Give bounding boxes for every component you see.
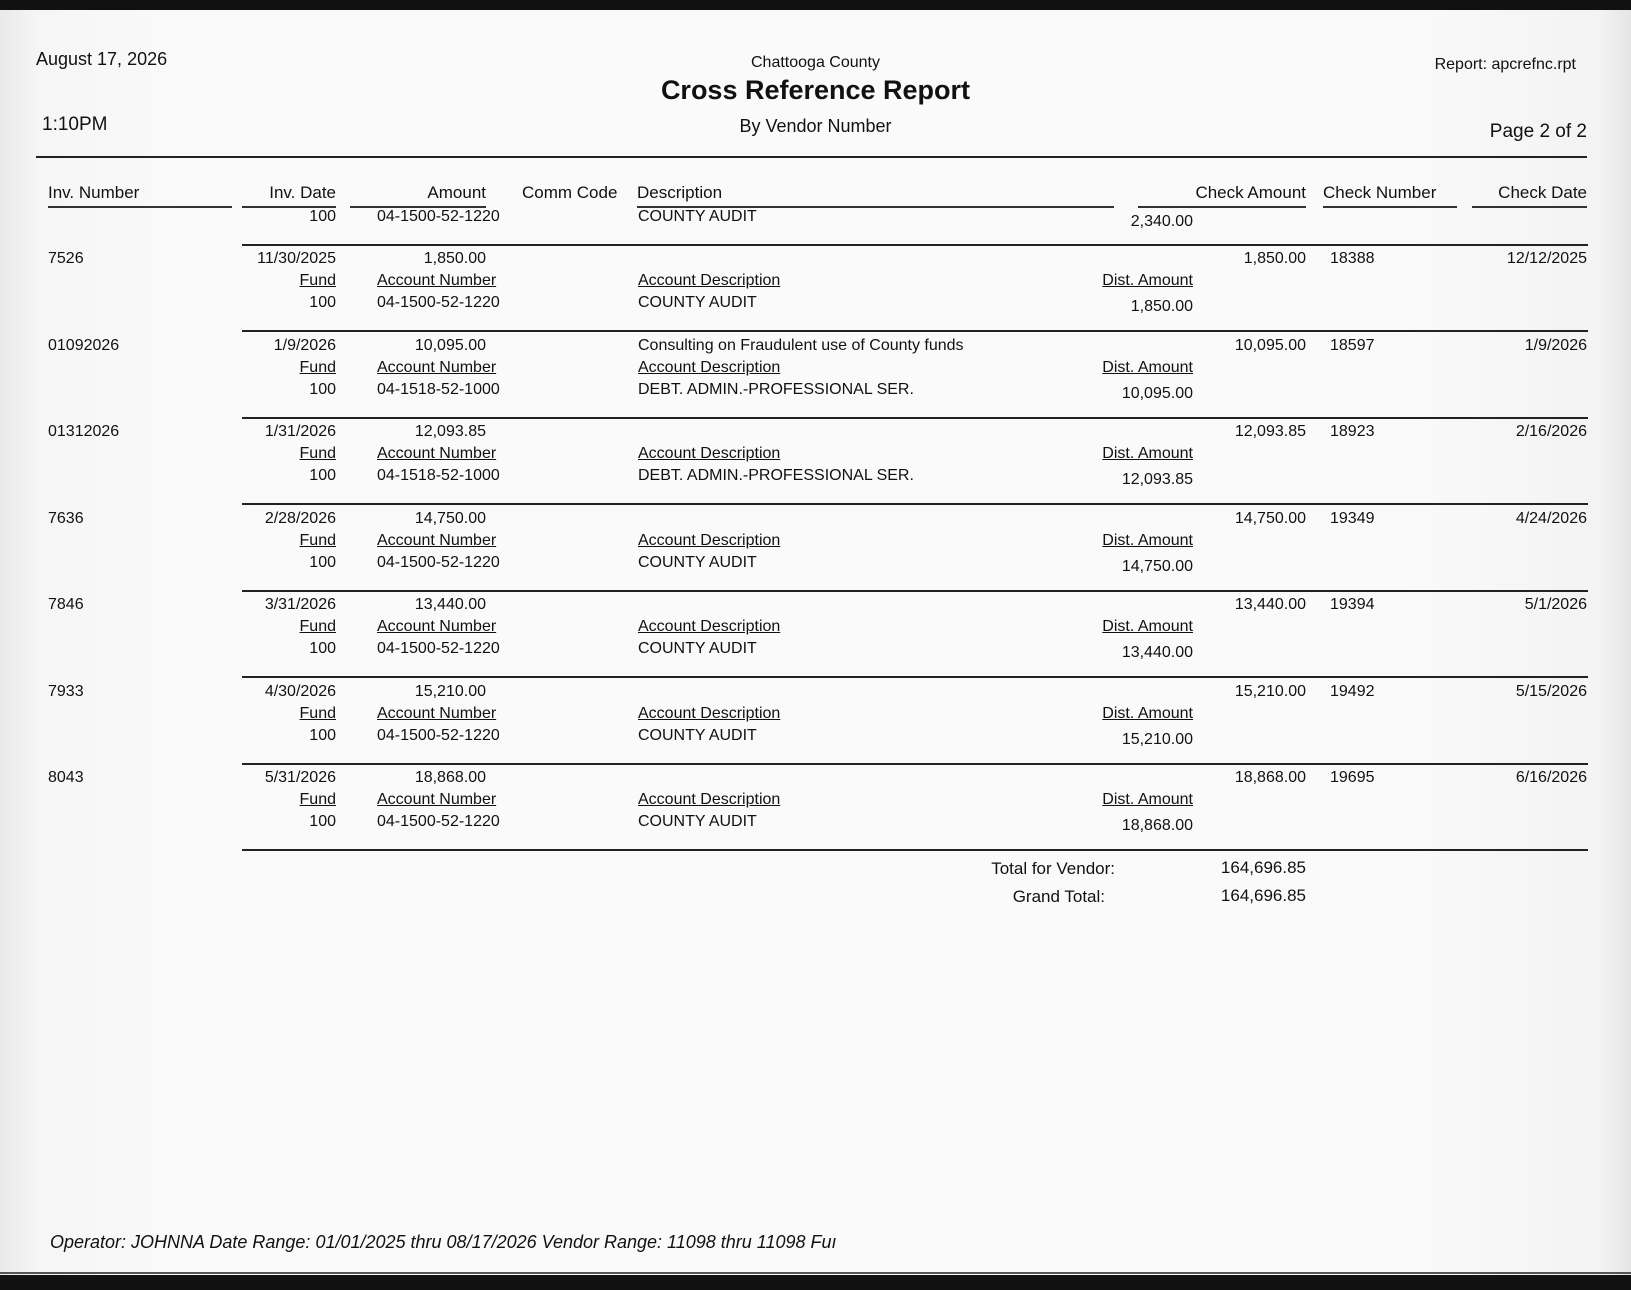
inv-number-value: 7846 bbox=[48, 596, 84, 613]
fund-value: 100 bbox=[309, 640, 336, 657]
report-page bbox=[0, 10, 1631, 1275]
report-footer: Operator: JOHNNA Date Range: 01/01/2025 thru 08/17/2026 Vendor Range: 11098 thru 11098 Fuı bbox=[50, 1232, 837, 1252]
dist-amount-label: Dist. Amount bbox=[1102, 358, 1193, 376]
account-number-label: Account Number bbox=[377, 272, 497, 289]
check-amount-value: 12,093.85 bbox=[1234, 423, 1306, 440]
account-number-label: Account Number bbox=[377, 531, 497, 549]
account-number-label: Account Number bbox=[377, 791, 497, 808]
inv-date-value: 3/31/2026 bbox=[264, 596, 336, 613]
account-description-value: DEBT. ADMIN.-PROFESSIONAL SER. bbox=[638, 380, 914, 398]
account-number-value: 04-1500-52-1220 bbox=[377, 640, 500, 657]
check-number-value: 18388 bbox=[1330, 250, 1375, 267]
inv-date-value: 1/9/2026 bbox=[273, 336, 336, 354]
fund-value: 100 bbox=[309, 208, 336, 225]
amount-value: 18,868.00 bbox=[414, 769, 486, 786]
inv-number-value: 7526 bbox=[48, 250, 84, 267]
account-description-value: COUNTY AUDIT bbox=[638, 813, 757, 830]
account-description-label: Account Description bbox=[638, 704, 781, 722]
account-description-value: COUNTY AUDIT bbox=[638, 553, 757, 571]
fund-value: 100 bbox=[309, 813, 336, 830]
grand-total-value: 164,696.85 bbox=[1220, 886, 1306, 905]
fund-label: Fund bbox=[299, 272, 336, 289]
account-description-value: COUNTY AUDIT bbox=[638, 208, 757, 225]
report-subtitle: By Vendor Number bbox=[739, 116, 892, 136]
fund-value: 100 bbox=[309, 294, 336, 311]
amount-value: 1,850.00 bbox=[423, 250, 486, 267]
fund-label: Fund bbox=[299, 358, 336, 376]
check-number-value: 19492 bbox=[1330, 682, 1375, 700]
account-description-value: COUNTY AUDIT bbox=[638, 726, 757, 744]
report-time: 1:10PM bbox=[42, 114, 108, 135]
amount-value: 14,750.00 bbox=[414, 509, 486, 527]
account-number-value: 04-1500-52-1220 bbox=[377, 208, 500, 225]
check-number-value: 19695 bbox=[1330, 769, 1375, 786]
inv-date-value: 1/31/2026 bbox=[264, 423, 336, 440]
dist-amount-label: Dist. Amount bbox=[1102, 272, 1193, 289]
carryover-row bbox=[0, 205, 1631, 243]
inv-number-value: 7933 bbox=[48, 682, 84, 700]
check-amount-value: 10,095.00 bbox=[1234, 336, 1306, 354]
inv-number-value: 7636 bbox=[48, 509, 84, 527]
fund-label: Fund bbox=[299, 531, 336, 549]
inv-number-value: 8043 bbox=[48, 769, 84, 786]
report-date: August 17, 2026 bbox=[36, 49, 168, 69]
account-number-value: 04-1500-52-1220 bbox=[377, 294, 500, 311]
col-header-description: Description bbox=[637, 183, 1114, 208]
account-description-value: DEBT. ADMIN.-PROFESSIONAL SER. bbox=[638, 467, 914, 484]
account-description-label: Account Description bbox=[638, 531, 781, 549]
account-number-value: 04-1500-52-1220 bbox=[377, 813, 500, 830]
dist-amount-value: 10,095.00 bbox=[1121, 384, 1193, 402]
fund-value: 100 bbox=[309, 553, 336, 571]
county-name: Chattooga County bbox=[751, 54, 880, 71]
account-number-label: Account Number bbox=[377, 704, 497, 722]
account-description-label: Account Description bbox=[638, 445, 781, 462]
check-number-value: 18923 bbox=[1330, 423, 1375, 440]
account-description-label: Account Description bbox=[638, 618, 781, 635]
total-vendor-label: Total for Vendor: bbox=[991, 859, 1115, 878]
account-description-value: COUNTY AUDIT bbox=[638, 640, 757, 657]
check-date-value: 6/16/2026 bbox=[1515, 769, 1587, 786]
dist-amount-value: 2,340.00 bbox=[1130, 213, 1193, 230]
header-rule bbox=[36, 156, 1587, 158]
fund-value: 100 bbox=[309, 380, 336, 398]
check-amount-value: 18,868.00 bbox=[1234, 769, 1306, 786]
check-number-value: 19394 bbox=[1330, 596, 1375, 613]
col-header-inv-number: Inv. Number bbox=[48, 183, 232, 208]
inv-date-value: 11/30/2025 bbox=[257, 250, 336, 267]
fund-label: Fund bbox=[299, 704, 336, 722]
description-value: Consulting on Fraudulent use of County funds bbox=[638, 336, 964, 354]
report-file: Report: apcrefnc.rpt bbox=[1434, 56, 1576, 73]
inv-date-value: 4/30/2026 bbox=[264, 682, 336, 700]
inv-number-value: 01312026 bbox=[48, 423, 120, 440]
invoice-row bbox=[0, 506, 1631, 592]
total-vendor-value: 164,696.85 bbox=[1220, 858, 1306, 877]
account-number-label: Account Number bbox=[377, 358, 497, 376]
col-header-check-amount: Check Amount bbox=[1138, 183, 1306, 208]
account-number-label: Account Number bbox=[377, 445, 497, 462]
fund-value: 100 bbox=[309, 726, 336, 744]
account-description-label: Account Description bbox=[638, 358, 781, 376]
check-amount-value: 1,850.00 bbox=[1243, 250, 1306, 267]
invoice-row bbox=[0, 246, 1631, 332]
dist-amount-value: 1,850.00 bbox=[1130, 298, 1193, 315]
col-header-check-date: Check Date bbox=[1472, 183, 1587, 208]
inv-date-value: 5/31/2026 bbox=[264, 769, 336, 786]
amount-value: 12,093.85 bbox=[414, 423, 486, 440]
page-number: Page 2 of 2 bbox=[1489, 121, 1587, 142]
col-header-check-number: Check Number bbox=[1323, 183, 1457, 208]
check-amount-value: 15,210.00 bbox=[1234, 682, 1306, 700]
footer-rule bbox=[0, 1272, 1631, 1274]
fund-value: 100 bbox=[309, 467, 336, 484]
amount-value: 10,095.00 bbox=[414, 336, 486, 354]
invoice-row bbox=[0, 333, 1631, 419]
fund-label: Fund bbox=[299, 791, 336, 808]
dist-amount-label: Dist. Amount bbox=[1102, 445, 1193, 462]
check-date-value: 12/12/2025 bbox=[1506, 250, 1587, 267]
invoice-row bbox=[0, 419, 1631, 505]
amount-value: 13,440.00 bbox=[414, 596, 486, 613]
account-number-value: 04-1518-52-1000 bbox=[377, 467, 500, 484]
dist-amount-label: Dist. Amount bbox=[1102, 618, 1193, 635]
account-number-label: Account Number bbox=[377, 618, 497, 635]
account-description-label: Account Description bbox=[638, 272, 781, 289]
account-description-value: COUNTY AUDIT bbox=[638, 294, 757, 311]
account-number-value: 04-1500-52-1220 bbox=[377, 726, 500, 744]
amount-value: 15,210.00 bbox=[414, 682, 486, 700]
col-header-inv-date: Inv. Date bbox=[242, 183, 336, 208]
invoice-row bbox=[0, 765, 1631, 851]
check-number-value: 18597 bbox=[1330, 336, 1375, 354]
invoice-row bbox=[0, 679, 1631, 765]
col-header-amount: Amount bbox=[350, 183, 486, 208]
account-number-value: 04-1518-52-1000 bbox=[377, 380, 500, 398]
check-amount-value: 14,750.00 bbox=[1234, 509, 1306, 527]
account-description-label: Account Description bbox=[638, 791, 781, 808]
check-amount-value: 13,440.00 bbox=[1234, 596, 1306, 613]
dist-amount-value: 13,440.00 bbox=[1121, 644, 1193, 661]
check-date-value: 2/16/2026 bbox=[1515, 423, 1587, 440]
account-number-value: 04-1500-52-1220 bbox=[377, 553, 500, 571]
inv-date-value: 2/28/2026 bbox=[264, 509, 336, 527]
inv-number-value: 01092026 bbox=[48, 336, 120, 354]
dist-amount-value: 15,210.00 bbox=[1121, 730, 1193, 748]
check-date-value: 1/9/2026 bbox=[1524, 336, 1587, 354]
check-number-value: 19349 bbox=[1330, 509, 1375, 527]
dist-amount-label: Dist. Amount bbox=[1102, 531, 1193, 549]
dist-amount-label: Dist. Amount bbox=[1102, 704, 1193, 722]
dist-amount-value: 12,093.85 bbox=[1121, 471, 1193, 488]
col-header-comm-code: Comm Code bbox=[522, 183, 618, 202]
invoice-row bbox=[0, 592, 1631, 678]
row-separator bbox=[242, 849, 1588, 851]
dist-amount-value: 14,750.00 bbox=[1121, 557, 1193, 575]
grand-total-label: Grand Total: bbox=[1012, 887, 1105, 906]
dist-amount-value: 18,868.00 bbox=[1121, 817, 1193, 834]
fund-label: Fund bbox=[299, 445, 336, 462]
fund-label: Fund bbox=[299, 618, 336, 635]
check-date-value: 5/1/2026 bbox=[1524, 596, 1587, 613]
check-date-value: 4/24/2026 bbox=[1515, 509, 1587, 527]
dist-amount-label: Dist. Amount bbox=[1102, 791, 1193, 808]
report-title: Cross Reference Report bbox=[660, 75, 971, 105]
check-date-value: 5/15/2026 bbox=[1515, 682, 1587, 700]
